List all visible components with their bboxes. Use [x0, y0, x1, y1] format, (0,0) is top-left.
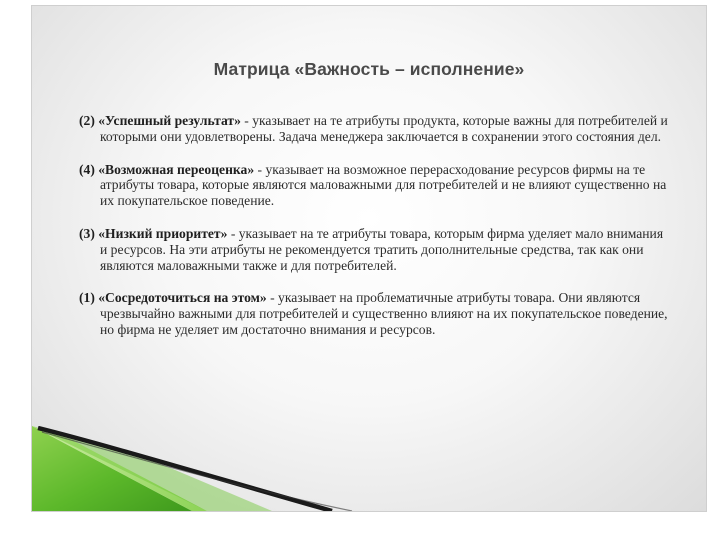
list-item-overkill [79, 162, 669, 209]
item-text: - указывает на те атрибуты продукта, которые важны для потребителей и которыми они удовлетворены. Задача менеджера заключается в сохранении этого состояния дел. [100, 113, 668, 144]
list-item-low-priority [79, 226, 669, 273]
item-term: (2) «Успешный результат» [79, 113, 241, 128]
item-term: (3) «Низкий приоритет» [79, 225, 228, 241]
item-term: (1) «Сосредоточиться на этом» [79, 290, 267, 306]
list-item-concentrate [79, 290, 669, 337]
item-text: - указывает на возможное перерасходование ресурсов фирмы на те атрибуты товара, которые являются маловажными для потребителей и не влияют существенно на их покупательское поведение. [100, 161, 667, 209]
slide-title: Матрица «Важность – исполнение» [213, 59, 525, 79]
item-term: (4) «Возможная переоценка» [79, 161, 255, 177]
list-item-success [79, 113, 669, 145]
presentation-slide [31, 5, 707, 512]
item-text: - указывает на те атрибуты товара, которым фирма уделяет мало внимания и ресурсов. На эти атрибуты не рекомендуется тратить дополнительные средства, так как они являются маловажными также и для потребителей. [100, 225, 664, 273]
green-swoosh-decoration [32, 426, 706, 511]
item-text: - указывает на проблематичные атрибуты товара. Они являются чрезвычайно важными для потребителей и существенно влияют на их покупательское поведение, но фирма не уделяет им достаточно внимания и ресурсов. [100, 290, 668, 337]
item-list [79, 113, 669, 355]
